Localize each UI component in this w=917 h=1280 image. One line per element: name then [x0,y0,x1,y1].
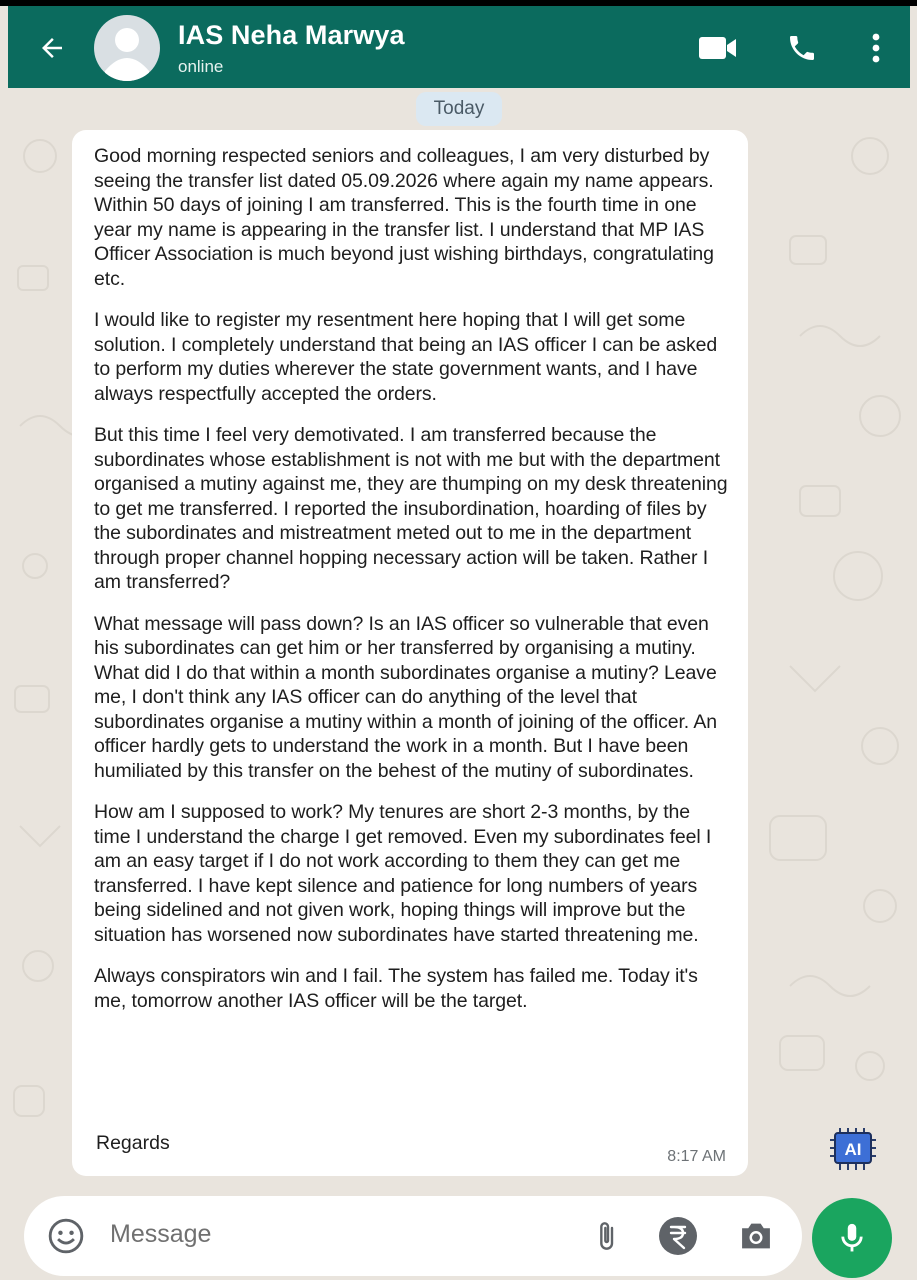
payment-button[interactable] [658,1216,698,1256]
menu-button[interactable] [858,30,894,66]
back-button[interactable] [34,30,70,66]
contact-status: online [178,57,224,76]
message-paragraph: Good morning respected seniors and colleagues, I am very disturbed by seeing the transfer list dated 05.09.2026 where again my name appears. Within 50 days of joining I am transferred. This is the fourth time in one year my name is appearing in the transfer list. I understand that MP IAS Officer Association is much beyond just wishing birthdays, congratulating etc. [94,145,714,290]
ai-badge[interactable] [826,1124,880,1174]
message-bubble[interactable] [72,130,748,1176]
camera-icon [737,1219,775,1253]
message-signoff: Regards [96,1132,170,1154]
message-paragraph: I would like to register my resentment here hoping that I will get some solution. I completely understand that being an IAS officer I can be asked to perform my duties wherever the state government wants, and I have always respectfully accepted the orders. [94,309,718,405]
voice-call-button[interactable] [782,30,822,66]
voice-message-button[interactable] [812,1198,892,1278]
ai-badge-label: AI [844,1140,862,1159]
message-composer [24,1196,802,1276]
emoji-icon [47,1217,85,1255]
date-separator: Today [416,92,502,126]
message-input[interactable]: Message [110,1220,212,1248]
message-timestamp: 8:17 AM [667,1148,726,1165]
message-paragraph: How am I supposed to work? My tenures are short 2-3 months, by the time I understand the charge I get removed. Even my subordinates feel I am an easy target if I do not work according to them they can get me transferred. I have kept silence and patience for long numbers of years being sidelined and not given work, hoping things will improve but the situation has worsened now subordinates have started threatening me. [94,801,712,946]
ai-chip-icon [826,1124,880,1174]
message-paragraph: What message will pass down? Is an IAS officer so vulnerable that even his subordinates can get him or her transferred by organising a mutiny. What did I do that within a month subordinates organise a mutiny? Leave me, I don't think any IAS officer can do anything of the level that subordinates organise a mutiny within a month of joining of the officer. An officer hardly gets to understand the work in a month. But I have been humiliated by this transfer on the behest of the mutiny of subordinates. [94,612,718,782]
avatar[interactable] [94,15,160,81]
attach-button[interactable] [586,1216,626,1256]
video-call-button[interactable] [696,30,740,66]
emoji-button[interactable] [46,1216,86,1256]
paperclip-icon [590,1218,622,1254]
video-camera-icon [698,35,738,61]
microphone-icon [835,1219,869,1257]
camera-button[interactable] [736,1216,776,1256]
message-paragraph: Always conspirators win and I fail. The system has failed me. Today it's me, tomorrow another IAS officer will be the target. [94,965,698,1012]
message-paragraph: But this time I feel very demotivated. I am transferred because the subordinates whose establishment is not with me but with the department organised a mutiny against me, they are thumping on my desk threatening to get me transferred. I reported the insubordination, hoarding of files by the subordinates and mistreatment meted out to me in the department through proper channel hopping necessary action will be taken. Rather I am transferred? [94,424,728,593]
chat-header [8,6,910,88]
more-vertical-icon [871,32,881,64]
chat-screen [0,6,917,1280]
rupee-icon [658,1216,698,1256]
arrow-left-icon [37,33,67,63]
phone-icon [786,32,818,64]
contact-info[interactable] [178,20,405,77]
default-avatar-icon [94,15,160,81]
contact-name: IAS Neha Marwya [178,20,405,50]
